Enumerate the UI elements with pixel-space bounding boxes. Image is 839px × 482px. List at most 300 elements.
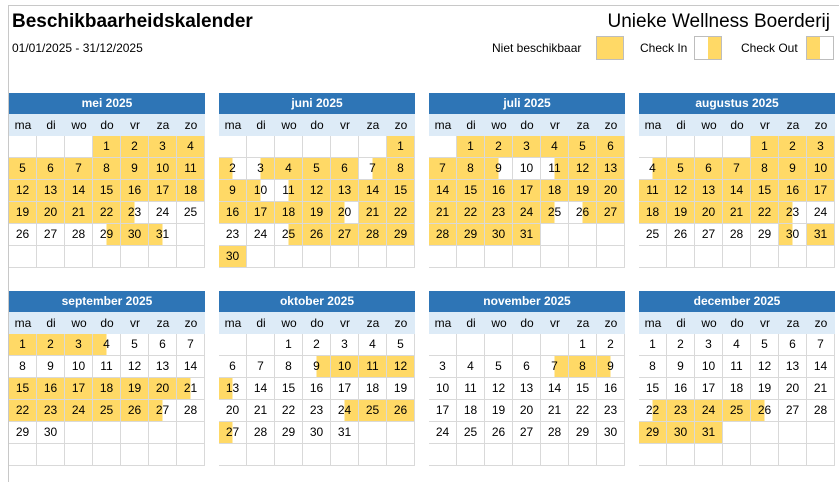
day-cell[interactable]: 4 <box>457 356 485 378</box>
day-cell[interactable]: 11 <box>177 158 205 180</box>
day-cell[interactable]: 4 <box>541 136 569 158</box>
day-cell[interactable]: 5 <box>303 158 331 180</box>
day-cell[interactable]: 10 <box>513 158 541 180</box>
empty-cell <box>387 422 415 444</box>
day-cell[interactable]: 15 <box>639 378 667 400</box>
day-cell[interactable]: 23 <box>303 400 331 422</box>
day-cell[interactable]: 24 <box>513 202 541 224</box>
day-cell[interactable]: 14 <box>723 180 751 202</box>
empty-cell <box>93 246 121 268</box>
day-cell[interactable]: 20 <box>149 378 177 400</box>
day-cell[interactable]: 11 <box>541 158 569 180</box>
day-cell[interactable]: 15 <box>275 378 303 400</box>
day-cell[interactable]: 17 <box>149 180 177 202</box>
weekday-label: do <box>100 118 114 132</box>
weekday-header <box>219 114 415 136</box>
day-cell[interactable]: 25 <box>639 224 667 246</box>
empty-cell <box>485 334 513 356</box>
day-cell[interactable]: 12 <box>569 158 597 180</box>
day-cell[interactable]: 15 <box>387 180 415 202</box>
day-cell[interactable]: 2 <box>219 158 247 180</box>
day-cell[interactable]: 21 <box>359 202 387 224</box>
day-cell[interactable]: 30 <box>779 224 807 246</box>
day-cell[interactable]: 22 <box>387 202 415 224</box>
day-cell[interactable]: 4 <box>275 158 303 180</box>
day-cell[interactable]: 29 <box>569 422 597 444</box>
day-cell[interactable]: 23 <box>485 202 513 224</box>
day-cell[interactable]: 18 <box>359 378 387 400</box>
day-cell[interactable]: 30 <box>303 422 331 444</box>
day-cell[interactable]: 27 <box>331 224 359 246</box>
day-cell[interactable]: 27 <box>219 422 247 444</box>
day-cell[interactable]: 19 <box>303 202 331 224</box>
day-cell[interactable]: 8 <box>639 356 667 378</box>
day-cell[interactable]: 9 <box>37 356 65 378</box>
day-cell[interactable]: 7 <box>541 356 569 378</box>
empty-cell <box>275 136 303 158</box>
day-cell[interactable]: 1 <box>639 334 667 356</box>
day-cell[interactable]: 1 <box>275 334 303 356</box>
day-cell[interactable]: 19 <box>569 180 597 202</box>
day-cell[interactable]: 5 <box>569 136 597 158</box>
day-cell[interactable]: 15 <box>457 180 485 202</box>
day-cell[interactable]: 16 <box>485 180 513 202</box>
day-cell[interactable]: 21 <box>429 202 457 224</box>
day-cell[interactable]: 21 <box>723 202 751 224</box>
day-cell[interactable]: 4 <box>177 136 205 158</box>
day-cell[interactable]: 1 <box>387 136 415 158</box>
day-cell[interactable]: 12 <box>485 378 513 400</box>
day-cell[interactable]: 24 <box>695 400 723 422</box>
day-cell[interactable]: 31 <box>807 224 835 246</box>
day-cell[interactable]: 20 <box>219 400 247 422</box>
day-cell[interactable]: 4 <box>723 334 751 356</box>
day-cell[interactable]: 26 <box>387 400 415 422</box>
day-cell[interactable]: 4 <box>359 334 387 356</box>
day-cell[interactable]: 13 <box>513 378 541 400</box>
day-cell[interactable]: 8 <box>275 356 303 378</box>
day-cell[interactable]: 7 <box>429 158 457 180</box>
day-cell[interactable]: 3 <box>695 334 723 356</box>
day-cell[interactable]: 11 <box>639 180 667 202</box>
legend-unavailable-label: Niet beschikbaar <box>492 41 582 55</box>
day-cell[interactable]: 25 <box>177 202 205 224</box>
day-cell[interactable]: 8 <box>457 158 485 180</box>
day-cell[interactable]: 18 <box>93 378 121 400</box>
day-cell[interactable]: 26 <box>485 422 513 444</box>
day-cell[interactable]: 5 <box>387 334 415 356</box>
day-cell[interactable]: 16 <box>121 180 149 202</box>
day-cell[interactable]: 31 <box>331 422 359 444</box>
day-cell[interactable]: 28 <box>177 400 205 422</box>
day-cell[interactable]: 10 <box>247 180 275 202</box>
day-cell[interactable]: 16 <box>219 202 247 224</box>
day-cell[interactable]: 4 <box>93 334 121 356</box>
empty-cell <box>65 136 93 158</box>
day-cell[interactable]: 12 <box>667 180 695 202</box>
empty-cell <box>387 444 415 466</box>
day-cell[interactable]: 25 <box>457 422 485 444</box>
day-cell[interactable]: 3 <box>331 334 359 356</box>
day-cell[interactable]: 8 <box>387 158 415 180</box>
weekday-label: za <box>156 316 170 330</box>
day-cell[interactable]: 23 <box>597 400 625 422</box>
day-cell[interactable]: 19 <box>387 378 415 400</box>
day-cell[interactable]: 9 <box>779 158 807 180</box>
day-cell[interactable]: 2 <box>37 334 65 356</box>
day-cell[interactable]: 2 <box>597 334 625 356</box>
day-cell[interactable]: 29 <box>751 224 779 246</box>
empty-cell <box>723 246 751 268</box>
day-cell[interactable]: 11 <box>275 180 303 202</box>
day-cell[interactable]: 6 <box>219 356 247 378</box>
empty-cell <box>541 444 569 466</box>
empty-cell <box>219 136 247 158</box>
day-cell[interactable]: 23 <box>667 400 695 422</box>
empty-cell <box>751 422 779 444</box>
day-cell[interactable]: 12 <box>387 356 415 378</box>
day-cell[interactable]: 3 <box>149 136 177 158</box>
empty-cell <box>303 444 331 466</box>
day-cell[interactable]: 7 <box>359 158 387 180</box>
day-cell[interactable]: 13 <box>331 180 359 202</box>
day-cell[interactable]: 31 <box>695 422 723 444</box>
day-cell[interactable]: 28 <box>65 224 93 246</box>
day-cell[interactable]: 28 <box>807 400 835 422</box>
day-cell[interactable]: 29 <box>93 224 121 246</box>
day-cell[interactable]: 22 <box>275 400 303 422</box>
day-cell[interactable]: 16 <box>303 378 331 400</box>
day-cell[interactable]: 29 <box>275 422 303 444</box>
empty-cell <box>247 246 275 268</box>
day-cell[interactable]: 22 <box>93 202 121 224</box>
month-title: december 2025 <box>639 291 835 312</box>
day-cell[interactable]: 7 <box>723 158 751 180</box>
day-cell[interactable]: 13 <box>149 356 177 378</box>
day-cell[interactable]: 22 <box>457 202 485 224</box>
day-cell[interactable]: 28 <box>359 224 387 246</box>
empty-cell <box>639 246 667 268</box>
day-cell[interactable]: 4 <box>639 158 667 180</box>
day-cell[interactable]: 10 <box>429 378 457 400</box>
day-cell[interactable]: 21 <box>247 400 275 422</box>
day-cell[interactable]: 1 <box>93 136 121 158</box>
day-cell[interactable]: 8 <box>93 158 121 180</box>
month-title: september 2025 <box>9 291 205 312</box>
day-cell[interactable]: 8 <box>9 356 37 378</box>
day-cell[interactable]: 7 <box>177 334 205 356</box>
empty-cell <box>121 246 149 268</box>
month-calendar <box>429 291 625 466</box>
day-cell[interactable]: 3 <box>65 334 93 356</box>
day-grid <box>429 334 625 466</box>
day-cell[interactable]: 25 <box>93 400 121 422</box>
day-cell[interactable]: 22 <box>9 400 37 422</box>
day-cell[interactable]: 21 <box>177 378 205 400</box>
day-cell[interactable]: 24 <box>65 400 93 422</box>
weekday-label: za <box>366 316 380 330</box>
day-cell[interactable]: 29 <box>457 224 485 246</box>
day-cell[interactable]: 3 <box>513 136 541 158</box>
day-cell[interactable]: 17 <box>513 180 541 202</box>
day-cell[interactable]: 6 <box>513 356 541 378</box>
day-cell[interactable]: 16 <box>37 378 65 400</box>
day-cell[interactable]: 30 <box>37 422 65 444</box>
day-cell[interactable]: 31 <box>149 224 177 246</box>
day-cell[interactable]: 28 <box>541 422 569 444</box>
day-cell[interactable]: 1 <box>9 334 37 356</box>
day-cell[interactable]: 21 <box>541 400 569 422</box>
day-cell[interactable]: 27 <box>695 224 723 246</box>
day-cell[interactable]: 26 <box>121 400 149 422</box>
day-cell[interactable]: 6 <box>597 136 625 158</box>
day-cell[interactable]: 16 <box>597 378 625 400</box>
day-cell[interactable]: 29 <box>387 224 415 246</box>
day-cell[interactable]: 9 <box>303 356 331 378</box>
empty-cell <box>485 246 513 268</box>
day-cell[interactable]: 26 <box>303 224 331 246</box>
day-cell[interactable]: 9 <box>121 158 149 180</box>
weekday-label: di <box>676 118 686 132</box>
day-cell[interactable]: 20 <box>779 378 807 400</box>
day-cell[interactable]: 15 <box>9 378 37 400</box>
empty-cell <box>667 246 695 268</box>
day-cell[interactable]: 10 <box>65 356 93 378</box>
day-cell[interactable]: 25 <box>723 400 751 422</box>
day-cell[interactable]: 13 <box>37 180 65 202</box>
day-cell[interactable]: 9 <box>597 356 625 378</box>
weekday-label: vr <box>130 316 140 330</box>
day-cell[interactable]: 20 <box>37 202 65 224</box>
month-calendar <box>9 291 205 466</box>
day-cell[interactable]: 21 <box>807 378 835 400</box>
empty-cell <box>485 444 513 466</box>
day-cell[interactable]: 1 <box>457 136 485 158</box>
day-cell[interactable]: 1 <box>751 136 779 158</box>
day-cell[interactable]: 14 <box>429 180 457 202</box>
empty-cell <box>751 246 779 268</box>
day-cell[interactable]: 3 <box>429 356 457 378</box>
day-cell[interactable]: 20 <box>695 202 723 224</box>
day-cell[interactable]: 23 <box>121 202 149 224</box>
day-cell[interactable]: 25 <box>541 202 569 224</box>
day-cell[interactable]: 6 <box>331 158 359 180</box>
empty-cell <box>667 444 695 466</box>
day-cell[interactable]: 22 <box>639 400 667 422</box>
empty-cell <box>695 444 723 466</box>
day-cell[interactable]: 27 <box>513 422 541 444</box>
day-cell[interactable]: 25 <box>359 400 387 422</box>
day-cell[interactable]: 3 <box>807 136 835 158</box>
day-cell[interactable]: 20 <box>597 180 625 202</box>
day-cell[interactable]: 11 <box>723 356 751 378</box>
day-cell[interactable]: 3 <box>247 158 275 180</box>
day-cell[interactable]: 5 <box>121 334 149 356</box>
empty-cell <box>457 334 485 356</box>
day-cell[interactable]: 14 <box>807 356 835 378</box>
day-cell[interactable]: 14 <box>359 180 387 202</box>
day-cell[interactable]: 25 <box>275 224 303 246</box>
day-cell[interactable]: 12 <box>121 356 149 378</box>
day-cell[interactable]: 2 <box>485 136 513 158</box>
day-cell[interactable]: 13 <box>779 356 807 378</box>
day-cell[interactable]: 10 <box>331 356 359 378</box>
day-cell[interactable]: 28 <box>247 422 275 444</box>
day-cell[interactable]: 18 <box>541 180 569 202</box>
empty-cell <box>275 246 303 268</box>
day-cell[interactable]: 26 <box>9 224 37 246</box>
day-cell[interactable]: 11 <box>457 378 485 400</box>
empty-cell <box>177 246 205 268</box>
day-cell[interactable]: 16 <box>667 378 695 400</box>
day-cell[interactable]: 26 <box>751 400 779 422</box>
weekday-label: ma <box>224 316 242 330</box>
weekday-label: za <box>786 118 800 132</box>
day-cell[interactable]: 12 <box>303 180 331 202</box>
day-cell[interactable]: 21 <box>65 202 93 224</box>
day-cell[interactable]: 12 <box>751 356 779 378</box>
day-cell[interactable]: 5 <box>9 158 37 180</box>
day-cell[interactable]: 27 <box>37 224 65 246</box>
empty-cell <box>9 444 37 466</box>
day-cell[interactable]: 2 <box>303 334 331 356</box>
day-cell[interactable]: 26 <box>569 202 597 224</box>
day-cell[interactable]: 26 <box>667 224 695 246</box>
weekday-header <box>639 114 835 136</box>
day-cell[interactable]: 8 <box>569 356 597 378</box>
weekday-label: wo <box>281 316 297 330</box>
empty-cell <box>513 246 541 268</box>
day-cell[interactable]: 30 <box>667 422 695 444</box>
day-cell[interactable]: 5 <box>751 334 779 356</box>
day-cell[interactable]: 10 <box>695 356 723 378</box>
day-cell[interactable]: 15 <box>751 180 779 202</box>
day-cell[interactable]: 14 <box>541 378 569 400</box>
day-cell[interactable]: 7 <box>247 356 275 378</box>
day-cell[interactable]: 5 <box>667 158 695 180</box>
day-cell[interactable]: 13 <box>597 158 625 180</box>
day-cell[interactable]: 29 <box>9 422 37 444</box>
day-cell[interactable]: 6 <box>37 158 65 180</box>
day-cell[interactable]: 23 <box>779 202 807 224</box>
day-cell[interactable]: 10 <box>149 158 177 180</box>
legend-checkin-swatch <box>694 36 722 60</box>
day-cell[interactable]: 2 <box>121 136 149 158</box>
day-grid <box>639 136 835 268</box>
weekday-label: ma <box>644 316 662 330</box>
empty-cell <box>597 246 625 268</box>
day-cell[interactable]: 20 <box>331 202 359 224</box>
day-cell[interactable]: 22 <box>569 400 597 422</box>
day-cell[interactable]: 23 <box>37 400 65 422</box>
day-cell[interactable]: 23 <box>219 224 247 246</box>
day-cell[interactable]: 30 <box>597 422 625 444</box>
day-cell[interactable]: 8 <box>751 158 779 180</box>
day-cell[interactable]: 19 <box>485 400 513 422</box>
day-cell[interactable]: 31 <box>513 224 541 246</box>
day-cell[interactable]: 28 <box>429 224 457 246</box>
day-cell[interactable]: 19 <box>667 202 695 224</box>
weekday-header <box>429 312 625 334</box>
day-cell[interactable]: 6 <box>779 334 807 356</box>
day-cell[interactable]: 2 <box>667 334 695 356</box>
weekday-label: do <box>520 316 534 330</box>
day-cell[interactable]: 27 <box>779 400 807 422</box>
day-cell[interactable]: 28 <box>723 224 751 246</box>
day-cell[interactable]: 7 <box>65 158 93 180</box>
day-cell[interactable]: 18 <box>275 202 303 224</box>
day-cell[interactable]: 9 <box>219 180 247 202</box>
day-cell[interactable]: 15 <box>569 378 597 400</box>
legend-checkout-swatch <box>806 36 834 60</box>
day-cell[interactable]: 13 <box>695 180 723 202</box>
day-cell[interactable]: 18 <box>177 180 205 202</box>
day-cell[interactable]: 15 <box>93 180 121 202</box>
day-cell[interactable]: 30 <box>485 224 513 246</box>
day-cell[interactable]: 17 <box>247 202 275 224</box>
day-cell[interactable]: 27 <box>149 400 177 422</box>
day-cell[interactable]: 17 <box>807 180 835 202</box>
day-cell[interactable]: 17 <box>331 378 359 400</box>
day-cell[interactable]: 17 <box>695 378 723 400</box>
day-cell[interactable]: 24 <box>807 202 835 224</box>
weekday-label: za <box>576 316 590 330</box>
day-cell[interactable]: 13 <box>219 378 247 400</box>
day-cell[interactable]: 9 <box>485 158 513 180</box>
day-cell[interactable]: 24 <box>331 400 359 422</box>
empty-cell <box>247 136 275 158</box>
day-cell[interactable]: 29 <box>639 422 667 444</box>
day-cell[interactable]: 11 <box>359 356 387 378</box>
day-cell[interactable]: 16 <box>779 180 807 202</box>
empty-cell <box>457 246 485 268</box>
day-cell[interactable]: 18 <box>723 378 751 400</box>
day-cell[interactable]: 14 <box>177 356 205 378</box>
day-cell[interactable]: 18 <box>457 400 485 422</box>
day-cell[interactable]: 17 <box>65 378 93 400</box>
day-cell[interactable]: 22 <box>751 202 779 224</box>
month-calendar <box>219 291 415 466</box>
day-cell[interactable]: 5 <box>485 356 513 378</box>
day-cell[interactable]: 24 <box>247 224 275 246</box>
day-cell[interactable]: 12 <box>9 180 37 202</box>
day-cell[interactable]: 6 <box>695 158 723 180</box>
day-cell[interactable]: 19 <box>121 378 149 400</box>
page-title: Beschikbaarheidskalender <box>12 11 253 32</box>
day-cell[interactable]: 7 <box>807 334 835 356</box>
day-cell[interactable]: 19 <box>9 202 37 224</box>
day-cell[interactable]: 6 <box>149 334 177 356</box>
empty-cell <box>65 422 93 444</box>
empty-cell <box>779 444 807 466</box>
day-cell[interactable]: 2 <box>779 136 807 158</box>
day-cell[interactable]: 11 <box>93 356 121 378</box>
day-cell[interactable]: 14 <box>65 180 93 202</box>
day-cell[interactable]: 30 <box>219 246 247 268</box>
day-cell[interactable]: 17 <box>429 400 457 422</box>
day-cell[interactable]: 10 <box>807 158 835 180</box>
day-cell[interactable]: 9 <box>667 356 695 378</box>
day-cell[interactable]: 30 <box>121 224 149 246</box>
day-cell[interactable]: 24 <box>429 422 457 444</box>
day-cell[interactable]: 14 <box>247 378 275 400</box>
day-cell[interactable]: 27 <box>597 202 625 224</box>
day-cell[interactable]: 1 <box>569 334 597 356</box>
day-cell[interactable]: 18 <box>639 202 667 224</box>
day-cell[interactable]: 20 <box>513 400 541 422</box>
day-cell[interactable]: 24 <box>149 202 177 224</box>
day-cell[interactable]: 19 <box>751 378 779 400</box>
